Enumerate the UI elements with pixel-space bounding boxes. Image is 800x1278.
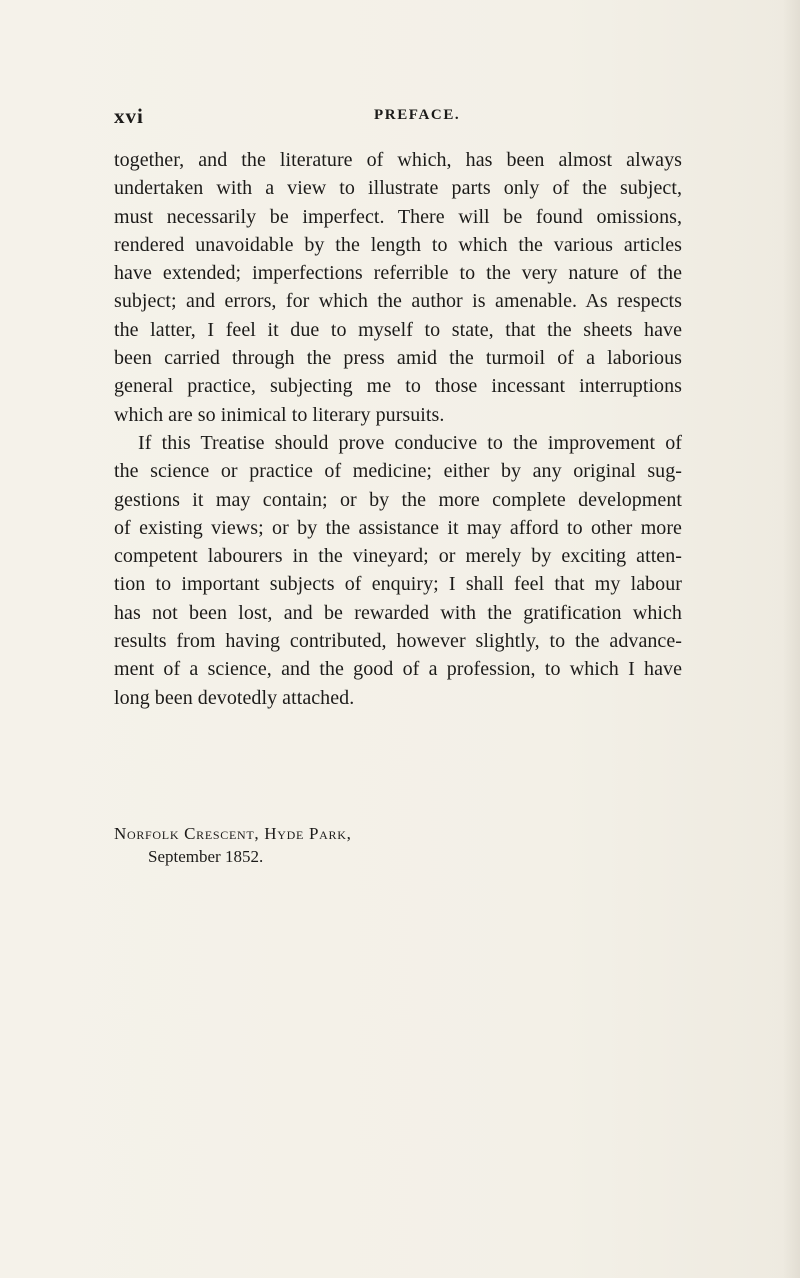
text-line: rendered unavoidable by the length to which the various articles — [114, 233, 682, 256]
text-line: competent labourers in the vineyard; or merely by exciting atten- — [114, 545, 682, 568]
preface-text — [114, 146, 682, 712]
text-line: undertaken with a view to illustrate parts only of the subject, — [114, 177, 682, 200]
text-line: of existing views; or by the assistance it may afford to other more — [114, 516, 682, 539]
text-line: results from having contributed, however slightly, to the advance- — [114, 630, 682, 653]
text-line: gestions it may contain; or by the more complete development — [114, 488, 682, 511]
running-title: PREFACE. — [374, 107, 461, 123]
paragraph-start-line: If this Treatise should prove conducive to the improvement of — [138, 431, 682, 454]
text-line: ment of a science, and the good of a profession, to which I have — [114, 658, 682, 681]
text-line: the latter, I feel it due to myself to state, that the sheets have — [114, 318, 682, 341]
text-line: has not been lost, and be rewarded with the gratification which — [114, 601, 682, 624]
text-line: been carried through the press amid the turmoil of a laborious — [114, 347, 682, 370]
paragraph-end-line: long been devotedly attached. — [114, 686, 355, 709]
text-line: together, and the literature of which, has been almost always — [114, 149, 682, 171]
page-edge-shadow — [782, 0, 800, 1278]
text-line: have extended; imperfections referrible to the very nature of the — [114, 262, 682, 285]
text-line: subject; and errors, for which the author is amenable. As respects — [114, 290, 682, 313]
text-line: general practice, subjecting me to those incessant interruptions — [114, 375, 682, 398]
signature-block — [114, 822, 444, 868]
signature-place: Norfolk Crescent, Hyde Park, — [114, 824, 352, 843]
text-line: tion to important subjects of enquiry; I shall feel that my labour — [114, 573, 682, 596]
running-head — [114, 104, 684, 132]
text-line: the science or practice of medicine; either by any original sug- — [114, 460, 682, 483]
page-number: xvi — [114, 104, 144, 128]
signature-date: September 1852. — [148, 847, 264, 866]
paragraph-end-line: which are so inimical to literary pursuits. — [114, 403, 445, 426]
text-line: must necessarily be imperfect. There will be found omissions, — [114, 205, 682, 228]
